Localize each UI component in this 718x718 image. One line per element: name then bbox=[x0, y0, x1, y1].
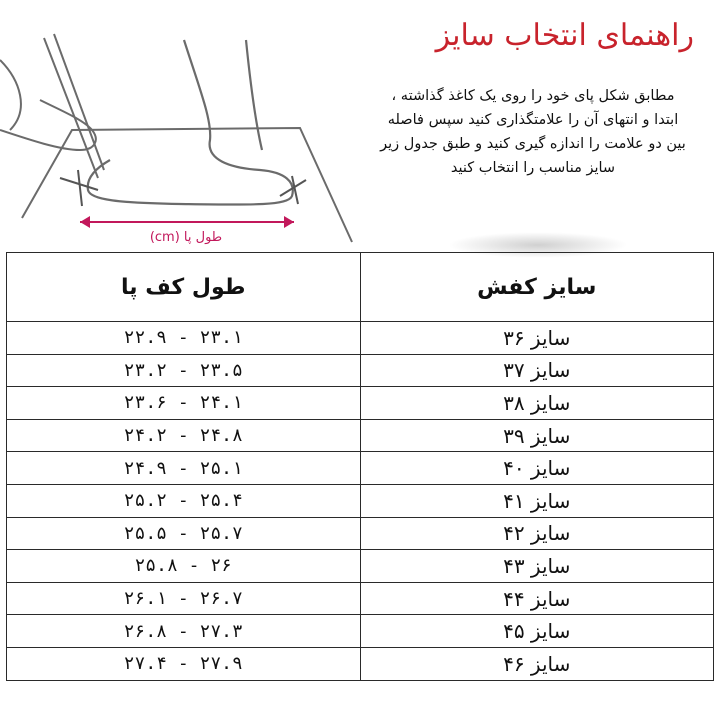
foot-length-cell: ۲۴.۲ - ۲۴.۸ bbox=[7, 419, 361, 452]
foot-measurement-illustration bbox=[0, 0, 360, 250]
size-chart-table bbox=[6, 252, 714, 681]
foot-length-cell: ۲۲.۹ - ۲۳.۱ bbox=[7, 322, 361, 355]
table-row bbox=[7, 387, 714, 420]
foot-length-cell: ۲۶.۸ - ۲۷.۳ bbox=[7, 615, 361, 648]
table-row bbox=[7, 484, 714, 517]
foot-outline bbox=[88, 40, 293, 205]
table-row bbox=[7, 322, 714, 355]
foot-length-cell: ۲۵.۵ - ۲۵.۷ bbox=[7, 517, 361, 550]
foot-length-cell: ۲۶.۱ - ۲۶.۷ bbox=[7, 582, 361, 615]
instruction-line: بین دو علامت را اندازه گیری کنید و طبق جدول زیر bbox=[380, 136, 686, 152]
shoe-size-cell: سایز ۴۶ bbox=[360, 647, 714, 680]
foot-length-cell: ۲۵.۸ - ۲۶ bbox=[7, 550, 361, 583]
shoe-size-cell: سایز ۴۲ bbox=[360, 517, 714, 550]
shoe-size-cell: سایز ۴۴ bbox=[360, 582, 714, 615]
table-row bbox=[7, 354, 714, 387]
table-row bbox=[7, 452, 714, 485]
measure-label: طول پا (cm) bbox=[149, 230, 223, 245]
leg-back-outline bbox=[246, 40, 262, 150]
paper-sheet-outline bbox=[22, 128, 352, 242]
instruction-line: سایز مناسب را انتخاب کنید bbox=[450, 160, 616, 176]
table-row bbox=[7, 582, 714, 615]
shoe-size-cell: سایز ۴۵ bbox=[360, 615, 714, 648]
measure-arrow-left-head bbox=[80, 216, 90, 228]
shoe-size-cell: سایز ۳۸ bbox=[360, 387, 714, 420]
instruction-line: ابتدا و انتهای آن را علامتگذاری کنید سپس فاصله bbox=[387, 112, 679, 128]
foot-length-cell: ۲۴.۹ - ۲۵.۱ bbox=[7, 452, 361, 485]
foot-length-cell: ۲۵.۲ - ۲۵.۴ bbox=[7, 484, 361, 517]
table-row bbox=[7, 615, 714, 648]
shoe-size-cell: سایز ۴۱ bbox=[360, 484, 714, 517]
foot-length-cell: ۲۳.۶ - ۲۴.۱ bbox=[7, 387, 361, 420]
table-header-row bbox=[7, 253, 714, 322]
shoe-size-cell: سایز ۳۷ bbox=[360, 354, 714, 387]
measure-arrow-right-head bbox=[284, 216, 294, 228]
shoe-size-cell: سایز ۴۳ bbox=[360, 550, 714, 583]
page-title: راهنمای انتخاب سایز bbox=[435, 18, 694, 53]
shoe-size-cell: سایز ۳۹ bbox=[360, 419, 714, 452]
header-foot-length: طول کف پا bbox=[7, 253, 361, 322]
foot-length-cell: ۲۳.۲ - ۲۳.۵ bbox=[7, 354, 361, 387]
instruction-line: مطابق شکل پای خود را روی یک کاغذ گذاشته ، bbox=[391, 88, 675, 104]
header-shoe-size: سایز کفش bbox=[360, 253, 714, 322]
table-row bbox=[7, 419, 714, 452]
instructions-text bbox=[358, 84, 708, 180]
shoe-size-cell: سایز ۴۰ bbox=[360, 452, 714, 485]
table-row bbox=[7, 517, 714, 550]
table-row bbox=[7, 550, 714, 583]
table-row bbox=[7, 647, 714, 680]
foot-length-cell: ۲۷.۴ - ۲۷.۹ bbox=[7, 647, 361, 680]
shoe-size-cell: سایز ۳۶ bbox=[360, 322, 714, 355]
